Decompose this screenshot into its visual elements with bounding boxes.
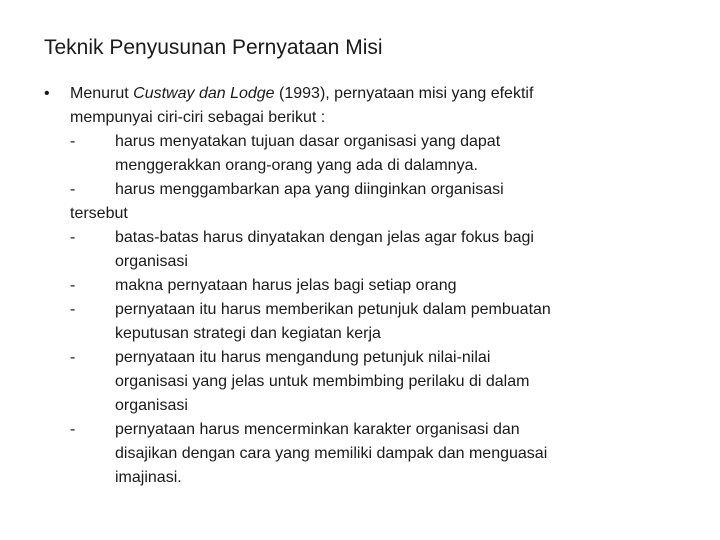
list-item-line: harus menyatakan tujuan dasar organisasi yang dapat bbox=[115, 133, 501, 150]
list-item-line: pernyataan itu harus memberikan petunjuk dalam pembuatan bbox=[115, 301, 551, 318]
bullet-marker: • bbox=[44, 85, 50, 102]
dash-marker: - bbox=[70, 229, 76, 246]
list-item-line: organisasi bbox=[115, 397, 188, 414]
dash-marker: - bbox=[70, 181, 76, 198]
list-item-line: pernyataan itu harus mengandung petunjuk nilai-nilai bbox=[115, 349, 491, 366]
intro-text-after: (1993), pernyataan misi yang efektif bbox=[274, 85, 534, 102]
list-item bbox=[70, 178, 684, 226]
dash-marker: - bbox=[70, 349, 76, 366]
dash-marker: - bbox=[70, 133, 76, 150]
intro-line-2: mempunyai ciri-ciri sebagai berikut : bbox=[70, 109, 326, 126]
list-item-line: organisasi yang jelas untuk membimbing perilaku di dalam bbox=[115, 373, 530, 390]
intro-line-1 bbox=[70, 82, 684, 106]
list-item bbox=[70, 298, 684, 346]
slide-title: Teknik Penyusunan Pernyataan Misi bbox=[44, 36, 383, 59]
list-item-line: menggerakkan orang-orang yang ada di dalamnya. bbox=[115, 157, 478, 174]
list-item-line: harus menggambarkan apa yang diinginkan organisasi bbox=[115, 181, 504, 198]
list-item-line: imajinasi. bbox=[115, 469, 182, 486]
list-item-line: tersebut bbox=[70, 205, 128, 222]
list-item-line: makna pernyataan harus jelas bagi setiap orang bbox=[115, 277, 457, 294]
dash-marker: - bbox=[70, 421, 76, 438]
intro-text-before: Menurut bbox=[70, 85, 134, 102]
slide-body bbox=[44, 82, 684, 490]
list-item bbox=[70, 346, 684, 418]
list-item-line: pernyataan harus mencerminkan karakter organisasi dan bbox=[115, 421, 520, 438]
intro-author-italic: Custway dan Lodge bbox=[133, 85, 275, 102]
list-item-line: keputusan strategi dan kegiatan kerja bbox=[115, 325, 381, 342]
dash-marker: - bbox=[70, 277, 76, 294]
dash-marker: - bbox=[70, 301, 76, 318]
list-item-line: disajikan dengan cara yang memiliki dampak dan menguasai bbox=[115, 445, 548, 462]
bullet-point bbox=[44, 82, 684, 490]
intro-paragraph bbox=[70, 82, 684, 130]
list-item bbox=[70, 418, 684, 490]
list-item-line: organisasi bbox=[115, 253, 188, 270]
list-item bbox=[70, 226, 684, 274]
list-item bbox=[70, 130, 684, 178]
list-item-line: batas-batas harus dinyatakan dengan jelas agar fokus bagi bbox=[115, 229, 534, 246]
list-item bbox=[70, 274, 684, 298]
